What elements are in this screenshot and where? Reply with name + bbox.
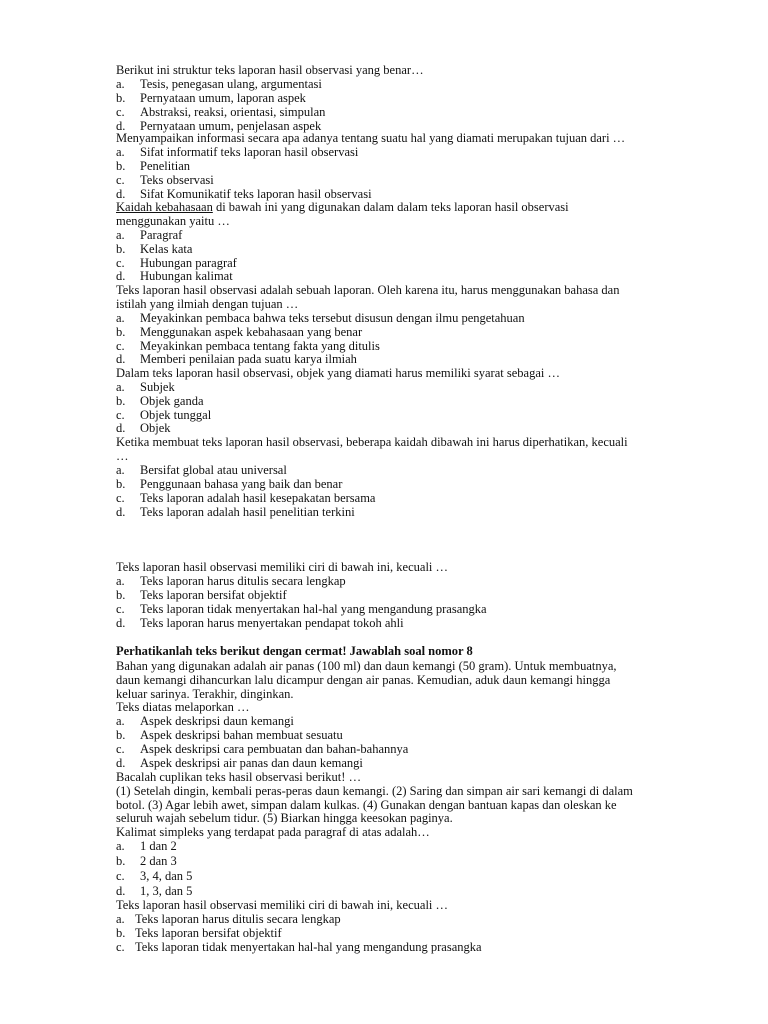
option-text: Sifat informatif teks laporan hasil observasi — [140, 145, 359, 159]
option-text: Teks laporan adalah hasil kesepakatan bersama — [140, 491, 376, 505]
option-text: Aspek deskripsi air panas dan daun kemangi — [140, 756, 363, 770]
paragraph-line: seluruh wajah sebelum tidur. (5) Biarkan hingga keesokan paginya. — [116, 811, 453, 825]
question-10-stem: Teks laporan hasil observasi memiliki ciri di bawah ini, kecuali … — [116, 898, 449, 912]
option — [116, 940, 482, 954]
section-heading: Perhatikanlah teks berikut dengan cermat! Jawablah soal nomor 8 — [116, 644, 473, 658]
option — [116, 187, 372, 201]
question-3-stem — [116, 200, 569, 214]
option — [116, 421, 171, 435]
option — [116, 77, 322, 91]
option-letter: a. — [116, 912, 125, 926]
option-text: Objek tunggal — [140, 408, 212, 422]
option — [116, 228, 182, 242]
option-letter: a. — [116, 228, 125, 242]
option-text: Bersifat global atau universal — [140, 463, 287, 477]
paragraph-line: botol. (3) Agar lebih awet, simpan dalam kulkas. (4) Gunakan dengan bantuan kapas dan oleskan ke — [116, 798, 617, 812]
option-text: Aspek deskripsi bahan membuat sesuatu — [140, 728, 343, 742]
option — [116, 602, 487, 616]
question-6-stem-line2: … — [116, 449, 129, 463]
option-text: Pernyataan umum, penjelasan aspek — [140, 119, 322, 133]
option-text: Subjek — [140, 380, 175, 394]
paragraph-line: keluar sarinya. Terakhir, dinginkan. — [116, 687, 294, 701]
option — [116, 159, 190, 173]
option-letter: c. — [116, 339, 125, 353]
option-letter: b. — [116, 91, 126, 105]
paragraph-line: (1) Setelah dingin, kembali peras-peras daun kemangi. (2) Saring dan simpan air sari kemangi di dalam — [116, 784, 633, 798]
option — [116, 869, 192, 883]
option — [116, 884, 192, 898]
paragraph-line: Bahan yang digunakan adalah air panas (100 ml) dan daun kemangi (50 gram). Untuk membuatnya, — [116, 659, 617, 673]
option — [116, 728, 343, 742]
option-letter: d. — [116, 421, 126, 435]
question-4-stem: Teks laporan hasil observasi adalah sebuah laporan. Oleh karena itu, harus menggunakan bahasa dan — [116, 283, 620, 297]
option-text: Teks laporan harus ditulis secara lengkap — [135, 912, 341, 926]
question-3-stem-line2: menggunakan yaitu … — [116, 214, 230, 228]
option-text: Meyakinkan pembaca bahwa teks tersebut disusun dengan ilmu pengetahuan — [140, 311, 525, 325]
question-5-stem: Dalam teks laporan hasil observasi, objek yang diamati harus memiliki syarat sebagai … — [116, 366, 560, 380]
option — [116, 269, 233, 283]
paragraph-line: daun kemangi dihancurkan lalu dicampur dengan air panas. Kemudian, aduk daun kemangi hingga — [116, 673, 611, 687]
option-text: Teks observasi — [140, 173, 214, 187]
option-letter: c. — [116, 602, 125, 616]
option-text: 2 dan 3 — [140, 854, 177, 868]
option-text: Meyakinkan pembaca tentang fakta yang ditulis — [140, 339, 380, 353]
option-letter: b. — [116, 854, 126, 868]
option-text: Teks laporan harus menyertakan pendapat tokoh ahli — [140, 616, 404, 630]
option-letter: a. — [116, 714, 125, 728]
option — [116, 854, 177, 868]
question-9-stem: Kalimat simpleks yang terdapat pada paragraf di atas adalah… — [116, 825, 430, 839]
option — [116, 714, 294, 728]
option-letter: d. — [116, 352, 126, 366]
option-letter: b. — [116, 926, 126, 940]
option-text: Penelitian — [140, 159, 190, 173]
option-text: Pernyataan umum, laporan aspek — [140, 91, 306, 105]
option-letter: d. — [116, 505, 126, 519]
option-letter: b. — [116, 394, 126, 408]
option-text: Memberi penilaian pada suatu karya ilmiah — [140, 352, 357, 366]
underlined-term: Kaidah kebahasaan — [116, 200, 213, 214]
option — [116, 339, 380, 353]
option — [116, 311, 525, 325]
option-letter: b. — [116, 325, 126, 339]
option-text: Teks laporan tidak menyertakan hal-hal yang mengandung prasangka — [135, 940, 482, 954]
option-letter: d. — [116, 884, 126, 898]
option-letter: a. — [116, 145, 125, 159]
option — [116, 463, 287, 477]
option-letter: d. — [116, 269, 126, 283]
option — [116, 91, 306, 105]
option — [116, 105, 325, 119]
option-text: Penggunaan bahasa yang baik dan benar — [140, 477, 343, 491]
option-letter: c. — [116, 742, 125, 756]
option-letter: a. — [116, 380, 125, 394]
option-text: Aspek deskripsi cara pembuatan dan bahan-bahannya — [140, 742, 409, 756]
option-letter: b. — [116, 477, 126, 491]
option — [116, 256, 237, 270]
option-text: Hubungan kalimat — [140, 269, 233, 283]
option-text: Hubungan paragraf — [140, 256, 237, 270]
option-letter: d. — [116, 616, 126, 630]
option-letter: a. — [116, 574, 125, 588]
option-text: Teks laporan bersifat objektif — [135, 926, 282, 940]
option — [116, 588, 287, 602]
option-text: Aspek deskripsi daun kemangi — [140, 714, 294, 728]
option-letter: a. — [116, 839, 125, 853]
option — [116, 408, 211, 422]
option — [116, 477, 342, 491]
option-text: Paragraf — [140, 228, 183, 242]
option-text: 1, 3, dan 5 — [140, 884, 193, 898]
option-text: Objek — [140, 421, 171, 435]
option-letter: a. — [116, 77, 125, 91]
option — [116, 574, 346, 588]
question-3-stem-rest: di bawah ini yang digunakan dalam dalam teks laporan hasil observasi — [212, 200, 569, 214]
question-9-intro: Bacalah cuplikan teks hasil observasi berikut! … — [116, 770, 362, 784]
question-1-stem: Berikut ini struktur teks laporan hasil observasi yang benar… — [116, 63, 424, 77]
option-letter: c. — [116, 173, 125, 187]
option-letter: d. — [116, 119, 126, 133]
option-letter: c. — [116, 256, 125, 270]
option-text: Abstraksi, reaksi, orientasi, simpulan — [140, 105, 326, 119]
option — [116, 380, 175, 394]
option-letter: c. — [116, 940, 125, 954]
option-letter: d. — [116, 187, 126, 201]
option-letter: c. — [116, 869, 125, 883]
option — [116, 145, 358, 159]
option-text: Teks laporan adalah hasil penelitian terkini — [140, 505, 355, 519]
option-text: 1 dan 2 — [140, 839, 177, 853]
question-6-stem: Ketika membuat teks laporan hasil observasi, beberapa kaidah dibawah ini harus diperhatikan, kecuali — [116, 435, 628, 449]
option — [116, 173, 214, 187]
option-letter: b. — [116, 728, 126, 742]
option-text: Teks laporan harus ditulis secara lengkap — [140, 574, 346, 588]
option — [116, 756, 363, 770]
option — [116, 912, 341, 926]
question-7-stem: Teks laporan hasil observasi memiliki ciri di bawah ini, kecuali … — [116, 560, 449, 574]
option-text: Teks laporan tidak menyertakan hal-hal yang mengandung prasangka — [140, 602, 487, 616]
option — [116, 491, 375, 505]
option — [116, 505, 355, 519]
question-4-stem-line2: istilah yang ilmiah dengan tujuan … — [116, 297, 299, 311]
option — [116, 839, 177, 853]
option-letter: b. — [116, 159, 126, 173]
option — [116, 742, 408, 756]
option-text: Tesis, penegasan ulang, argumentasi — [140, 77, 322, 91]
option — [116, 394, 204, 408]
option — [116, 352, 357, 366]
option-text: Menggunakan aspek kebahasaan yang benar — [140, 325, 363, 339]
option — [116, 242, 192, 256]
option — [116, 616, 404, 630]
option-text: Kelas kata — [140, 242, 193, 256]
option-text: Objek ganda — [140, 394, 204, 408]
option-letter: c. — [116, 105, 125, 119]
option-letter: a. — [116, 463, 125, 477]
option — [116, 325, 362, 339]
option-letter: b. — [116, 242, 126, 256]
option-text: Teks laporan bersifat objektif — [140, 588, 287, 602]
option-letter: a. — [116, 311, 125, 325]
option-text: Sifat Komunikatif teks laporan hasil observasi — [140, 187, 372, 201]
option-text: 3, 4, dan 5 — [140, 869, 193, 883]
option-letter: b. — [116, 588, 126, 602]
question-8-stem: Teks diatas melaporkan … — [116, 700, 250, 714]
option-letter: c. — [116, 491, 125, 505]
option-letter: d. — [116, 756, 126, 770]
question-2-stem: Menyampaikan informasi secara apa adanya tentang suatu hal yang diamati merupakan tujuan dari … — [116, 131, 626, 145]
option — [116, 926, 282, 940]
option-letter: c. — [116, 408, 125, 422]
